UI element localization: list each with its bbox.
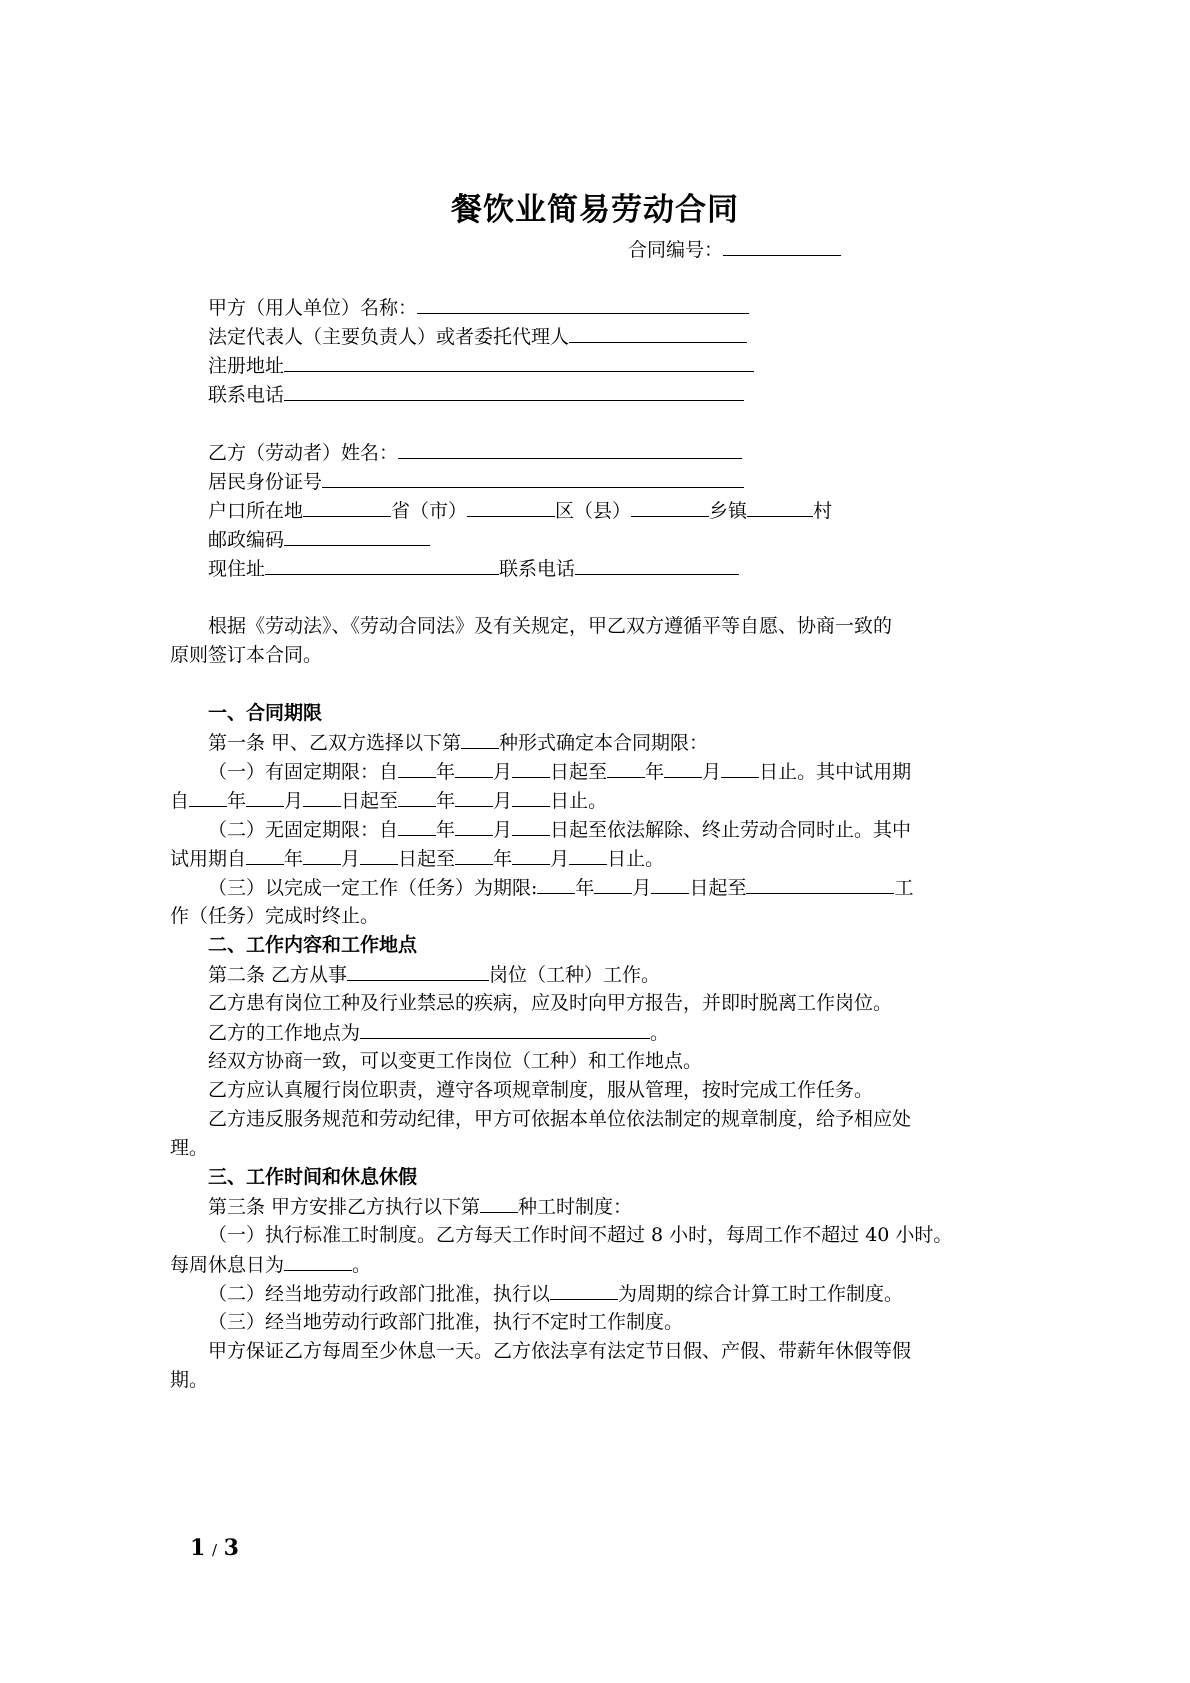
contract-number-blank[interactable]: [723, 236, 841, 256]
work-location-line: [208, 1019, 669, 1045]
term-open-line: [208, 816, 911, 842]
party-a-phone-label: 联系电话: [208, 384, 285, 406]
day-from-label: 日起至: [550, 761, 608, 783]
party-a-rep-line: [208, 323, 747, 349]
article-3-line: [208, 1193, 632, 1219]
article-3-choice-blank[interactable]: [480, 1193, 518, 1213]
month-label: 月: [632, 877, 652, 899]
party-b-current-address-label: 现住址: [208, 558, 266, 580]
party-b-postcode-blank[interactable]: [284, 526, 430, 546]
date-blank[interactable]: [512, 845, 550, 865]
article-2-line: [208, 961, 660, 987]
month-label: 月: [493, 790, 513, 812]
comprehensive-hours-text-b: 为周期的综合计算工时工作制度。: [618, 1283, 904, 1305]
contract-number-label: 合同编号：: [628, 239, 724, 261]
party-b-phone-label: 联系电话: [499, 558, 576, 580]
term-task-cont-line: 作（任务）完成时终止。: [170, 905, 380, 927]
party-a-phone-line: [208, 381, 744, 407]
hukou-province-label: 省（市）: [391, 500, 468, 522]
date-blank[interactable]: [512, 816, 550, 836]
party-b-id-label: 居民身份证号: [208, 471, 323, 493]
intro-line-2: 原则签订本合同。: [170, 644, 323, 666]
party-b-id-blank[interactable]: [322, 468, 744, 488]
cycle-period-blank[interactable]: [550, 1280, 618, 1300]
day-from-label: 日起至: [689, 877, 747, 899]
date-blank[interactable]: [512, 787, 550, 807]
party-a-name-blank[interactable]: [417, 294, 749, 314]
year-label: 年: [493, 848, 513, 870]
term-task-line: [208, 874, 913, 900]
month-label: 月: [284, 790, 304, 812]
party-a-address-line: [208, 352, 754, 378]
intro-line-1: 根据《劳动法》、《劳动合同法》及有关规定，甲乙双方遵循平等自愿、协商一致的: [208, 615, 893, 637]
hukou-district-blank[interactable]: [467, 497, 555, 517]
work-location-label: 乙方的工作地点为: [208, 1022, 361, 1044]
term-task-tail: 工: [894, 877, 914, 899]
article-1-text-b: 种形式确定本合同期限：: [499, 732, 709, 754]
comprehensive-hours-text-a: （二）经当地劳动行政部门批准，执行以: [208, 1283, 551, 1305]
date-blank[interactable]: [512, 758, 550, 778]
month-label: 月: [702, 761, 722, 783]
date-blank[interactable]: [303, 787, 341, 807]
flexible-hours-line: （三）经当地劳动行政部门批准，执行不定时工作制度。: [208, 1311, 684, 1333]
term-task-label: （三）以完成一定工作（任务）为期限:: [208, 877, 538, 899]
date-blank[interactable]: [721, 758, 759, 778]
term-open-label: （二）无固定期限：自: [208, 819, 399, 841]
article-3-text-a: 第三条 甲方安排乙方执行以下第: [208, 1196, 481, 1218]
section-2-p3: 经双方协商一致，可以变更工作岗位（工种）和工作地点。: [208, 1050, 703, 1072]
party-b-phone-blank[interactable]: [575, 555, 739, 575]
party-b-current-address-blank[interactable]: [265, 555, 499, 575]
article-2-text-b: 岗位（工种）工作。: [489, 964, 661, 986]
standard-hours-line-2: [170, 1251, 371, 1277]
party-b-postcode-line: [208, 526, 430, 552]
task-end-blank[interactable]: [746, 874, 894, 894]
party-a-name-line: [208, 294, 749, 320]
hukou-town-label: 乡镇: [709, 500, 748, 522]
section-2-p5-line-2: 理。: [170, 1137, 209, 1159]
section-2-p4: 乙方应认真履行岗位职责，遵守各项规章制度，服从管理，按时完成工作任务。: [208, 1079, 874, 1101]
month-label: 月: [550, 848, 570, 870]
party-a-address-label: 注册地址: [208, 355, 285, 377]
party-b-postcode-label: 邮政编码: [208, 529, 285, 551]
rest-day-blank[interactable]: [284, 1251, 352, 1271]
hukou-village-label: 村: [813, 500, 833, 522]
year-label: 年: [575, 877, 595, 899]
work-location-blank[interactable]: [360, 1019, 650, 1039]
hukou-district-label: 区（县）: [555, 500, 632, 522]
contract-number-line: [628, 236, 841, 262]
date-blank[interactable]: [537, 874, 575, 894]
document-title: 餐饮业简易劳动合同: [451, 192, 739, 228]
date-blank[interactable]: [455, 787, 493, 807]
day-end-label: 日止。: [607, 848, 665, 870]
date-blank[interactable]: [569, 845, 607, 865]
party-a-rep-label: 法定代表人（主要负责人）或者委托代理人: [208, 326, 570, 348]
party-b-hukou-line: [208, 497, 832, 523]
section-1-heading: 一、合同期限: [208, 702, 323, 724]
page-current: 1: [190, 1535, 206, 1561]
date-blank[interactable]: [246, 845, 284, 865]
section-2-p5-line-1: 乙方违反服务规范和劳动纪律，甲方可依据本单位依法制定的规章制度，给予相应处: [208, 1108, 912, 1130]
year-label: 年: [645, 761, 665, 783]
party-b-address-line: [208, 555, 739, 581]
page-total: 3: [223, 1535, 239, 1561]
term-fixed-line: [208, 758, 911, 784]
section-3-p1-line-2: 期。: [170, 1369, 209, 1391]
party-b-name-blank[interactable]: [398, 439, 742, 459]
party-a-rep-blank[interactable]: [569, 323, 747, 343]
date-blank[interactable]: [398, 816, 436, 836]
job-position-blank[interactable]: [347, 961, 489, 981]
date-blank[interactable]: [246, 787, 284, 807]
article-1-line: [208, 729, 708, 755]
article-2-text-a: 第二条 乙方从事: [208, 964, 348, 986]
date-blank[interactable]: [398, 787, 436, 807]
party-b-hukou-label: 户口所在地: [208, 500, 304, 522]
date-blank[interactable]: [189, 787, 227, 807]
probation-from-label: 试用期自: [170, 848, 247, 870]
term-fixed-label: （一）有固定期限：自: [208, 761, 399, 783]
day-from-label: 日起至: [341, 790, 399, 812]
hukou-village-blank[interactable]: [747, 497, 813, 517]
term-fixed-probation-line: [170, 787, 607, 813]
party-a-name-label: 甲方（用人单位）名称：: [208, 297, 418, 319]
rest-day-end: 。: [352, 1254, 372, 1276]
date-blank[interactable]: [594, 874, 632, 894]
section-2-p1: 乙方患有岗位工种及行业禁忌的疾病，应及时向甲方报告，并即时脱离工作岗位。: [208, 992, 893, 1014]
year-label: 年: [436, 790, 456, 812]
standard-hours-line-1: （一）执行标准工时制度。乙方每天工作时间不超过 8 小时，每周工作不超过 40 小时。: [208, 1224, 953, 1246]
month-label: 月: [493, 761, 513, 783]
date-blank[interactable]: [455, 845, 493, 865]
day-from-label: 日起至: [398, 848, 456, 870]
hukou-town-blank[interactable]: [631, 497, 709, 517]
page-number: [190, 1535, 239, 1561]
article-1-text-a: 第一条 甲、乙双方选择以下第: [208, 732, 462, 754]
section-3-p1-line-1: 甲方保证乙方每周至少休息一天。乙方依法享有法定节日假、产假、带薪年休假等假: [208, 1340, 912, 1362]
day-end-label: 日止。: [550, 790, 608, 812]
date-blank[interactable]: [455, 816, 493, 836]
year-label: 年: [284, 848, 304, 870]
date-blank[interactable]: [607, 758, 645, 778]
date-blank[interactable]: [360, 845, 398, 865]
article-3-text-b: 种工时制度：: [518, 1196, 633, 1218]
section-3-heading: 三、工作时间和休息休假: [208, 1166, 418, 1188]
year-label: 年: [436, 819, 456, 841]
party-a-phone-blank[interactable]: [284, 381, 744, 401]
section-2-heading: 二、工作内容和工作地点: [208, 934, 418, 956]
term-open-probation-line: [170, 845, 664, 871]
party-b-id-line: [208, 468, 744, 494]
year-label: 年: [227, 790, 247, 812]
term-fixed-tail: 日止。其中试用期: [759, 761, 912, 783]
date-blank[interactable]: [398, 758, 436, 778]
comprehensive-hours-line: [208, 1280, 903, 1306]
date-blank[interactable]: [664, 758, 702, 778]
page-separator: /: [211, 1541, 217, 1559]
work-location-end: 。: [650, 1022, 670, 1044]
month-label: 月: [493, 819, 513, 841]
party-b-name-line: [208, 439, 742, 465]
rest-day-label: 每周休息日为: [170, 1254, 285, 1276]
date-blank[interactable]: [651, 874, 689, 894]
date-blank[interactable]: [455, 758, 493, 778]
term-open-tail: 日起至依法解除、终止劳动合同时止。其中: [550, 819, 912, 841]
article-1-choice-blank[interactable]: [461, 729, 499, 749]
probation-from-label: 自: [170, 790, 190, 812]
month-label: 月: [341, 848, 361, 870]
year-label: 年: [436, 761, 456, 783]
hukou-province-blank[interactable]: [303, 497, 391, 517]
date-blank[interactable]: [303, 845, 341, 865]
party-a-address-blank[interactable]: [284, 352, 754, 372]
party-b-name-label: 乙方（劳动者）姓名：: [208, 442, 399, 464]
